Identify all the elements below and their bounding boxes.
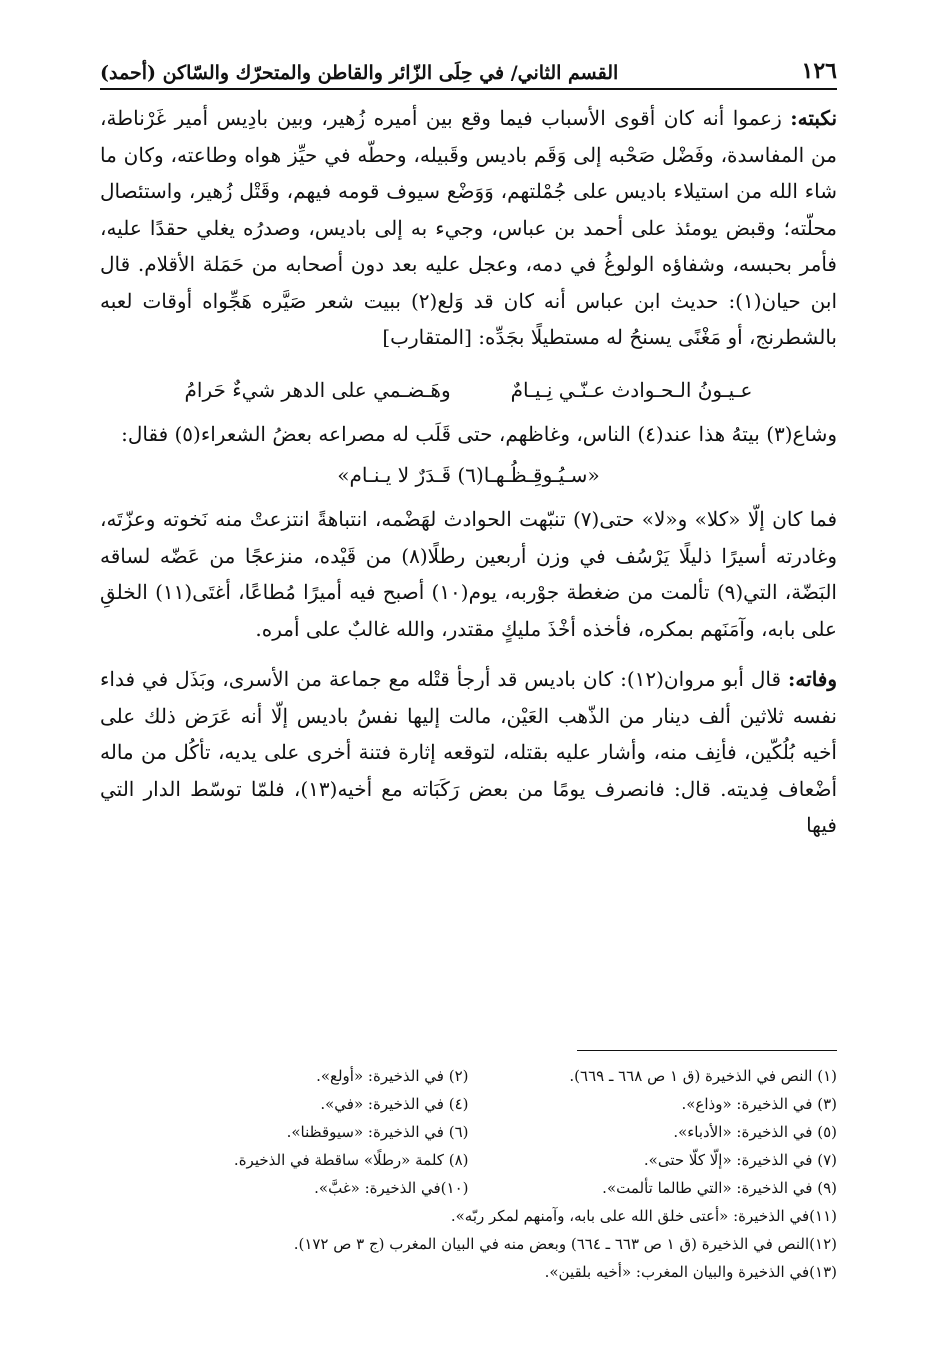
footnote-separator xyxy=(577,1050,837,1051)
verse-reply: «سـيُـوقِـظُـهـا(٦) قَـدَرٌ لا يـنـام» xyxy=(337,462,600,487)
footnote-1: (١) النص في الذخيرة (ق ١ ص ٦٦٨ ـ ٦٦٩). xyxy=(569,1067,837,1085)
section-lead-wafatuh: وفاته: xyxy=(788,667,837,691)
footnotes xyxy=(100,1062,837,1286)
footnote-8: (٨) كلمة «رطلًا» ساقطة في الذخيرة. xyxy=(233,1151,469,1169)
section-lead-nakbatuh: نكبته: xyxy=(790,106,838,130)
footnote-3: (٣) في الذخيرة: «وذاع». xyxy=(681,1095,837,1113)
paragraph-text: زعموا أنه كان أقوى الأسباب فيما وقع بين أميره زُهير، وبين بادِيس أمير غَرْناطة، من المفاسدة، وفَضْل صَحْبه إلى وَقَم باديس وقَبيله، وحطّه في حيِّز هواه وطاعته، وكان ما شاء الله من استيلاء باديس على جُمْلتهم، وَوَضْع سيوف قومه فيهم، وقَتْل زُهير، واستئصال محلّته؛ وقبض يومئذ على أحمد بن عباس، وجيء به إلى باديس، وصدرُه يغلي حقدًا عليه، فأمر بحبسه، وشفاؤه الولوغُ في دمه، وعجل عليه بعد دون أصحابه من حَمَلة الأقلام. قال ابن حيان(١): حديث ابن عباس أنه كان قد وَلع(٢) ببيت شعر صَيَّره هَجِّواه أوقات لعبه بالشطرنج، أو مَغْنًى يسنحُ له مستطيلًا بجَدِّه: [المتقارب] xyxy=(100,106,838,349)
paragraph-text: قال أبو مروان(١٢): كان باديس قد أرجأ قتْله مع جماعة من الأسرى، وبَذَل في فداء نفسه ثلاثين ألف دينار من الذّهب العَيْن، مالت إليها نفسُ باديس إلّا أنه عَرَض ذلك على أخيه بُلُكّين، فأنِف منه، وأشار عليه بقتله، لتوقعه إثارة فتنة أخرى على يديه، تأكُل من ماله أضْعاف فِديته. قال: فانصرف يومًا من بعض رَكَبَاته مع أخيه(١٣)، فلمّا توسّط الدار التي فيها xyxy=(100,667,837,837)
verse-hemistich-first: عـيـونُ الـحـوادث عـنّـي نِـيـامٌ xyxy=(510,377,753,402)
footnote-11: (١١)في الذخيرة: «أعتى خلق الله على بابه، وآمنهم لمكر ربّه». xyxy=(450,1207,837,1225)
verse-line xyxy=(100,372,837,409)
footnote-2: (٢) في الذخيرة: «أولع». xyxy=(316,1067,469,1085)
footnote-10: (١٠)في الذخيرة: «غبَّ». xyxy=(314,1179,469,1197)
paragraph-fama-kana: فما كان إلّا «كلا» و«لا» حتى(٧) تنبّهت الحوادث لهَضْمه، انتباهةً انتزعتْ منه نَخوته وعزّتَه، وغادرته أسيرًا ذليلًا يَرْسُف في وزن أربعين رطلًا(٨) من قَيْده، منزعجًا من عَضّه لساقه البَضّة، التي(٩) تألمت من ضغطة جوْربه، يوم(١٠) أصبح فيه أميرًا مُطاعًا، أغتَى(١١) الخلقِ على بابه، وآمَنَهم بمكره، فأخذه أخْذَ مليكٍ مقتدر، والله غالبٌ على أمره. xyxy=(100,507,837,641)
paragraph-nakbatuh xyxy=(100,100,837,356)
footnote-5: (٥) في الذخيرة: «الأدباء». xyxy=(673,1123,837,1141)
page-header xyxy=(100,50,837,90)
paragraph-shaa: وشاع(٣) بيتهُ هذا عند(٤) الناس، وغاظهم، حتى قَلَب له مصراعه بعضُ الشعراء(٥) فقال: xyxy=(121,422,837,446)
page-number: ١٢٦ xyxy=(801,58,837,84)
main-text xyxy=(100,100,837,844)
verse-hemistich-second: وهَـضـمي على الدهر شيءٌ حَرامُ xyxy=(184,377,451,402)
paragraph-wafatuh xyxy=(100,661,837,844)
footnote-12: (١٢)النص في الذخيرة (ق ١ ص ٦٦٣ ـ ٦٦٤) وبعض منه في البيان المغرب (ج ٣ ص ١٧٢). xyxy=(293,1235,837,1253)
running-title: القسم الثاني/ في حِلَى الزّائر والقاطن والمتحرّك والسّاكن (أحمد) xyxy=(100,62,619,84)
footnote-6: (٦) في الذخيرة: «سيوقظنا». xyxy=(286,1123,469,1141)
footnote-7: (٧) في الذخيرة: «إلّا كلّا حتى». xyxy=(643,1151,837,1169)
footnote-9: (٩) في الذخيرة: «التي طالما تألمت». xyxy=(602,1179,837,1197)
footnote-13: (١٣)في الذخيرة والبيان المغرب: «أخيه بلقين». xyxy=(544,1263,837,1281)
footnote-4: (٤) في الذخيرة: «في». xyxy=(320,1095,469,1113)
